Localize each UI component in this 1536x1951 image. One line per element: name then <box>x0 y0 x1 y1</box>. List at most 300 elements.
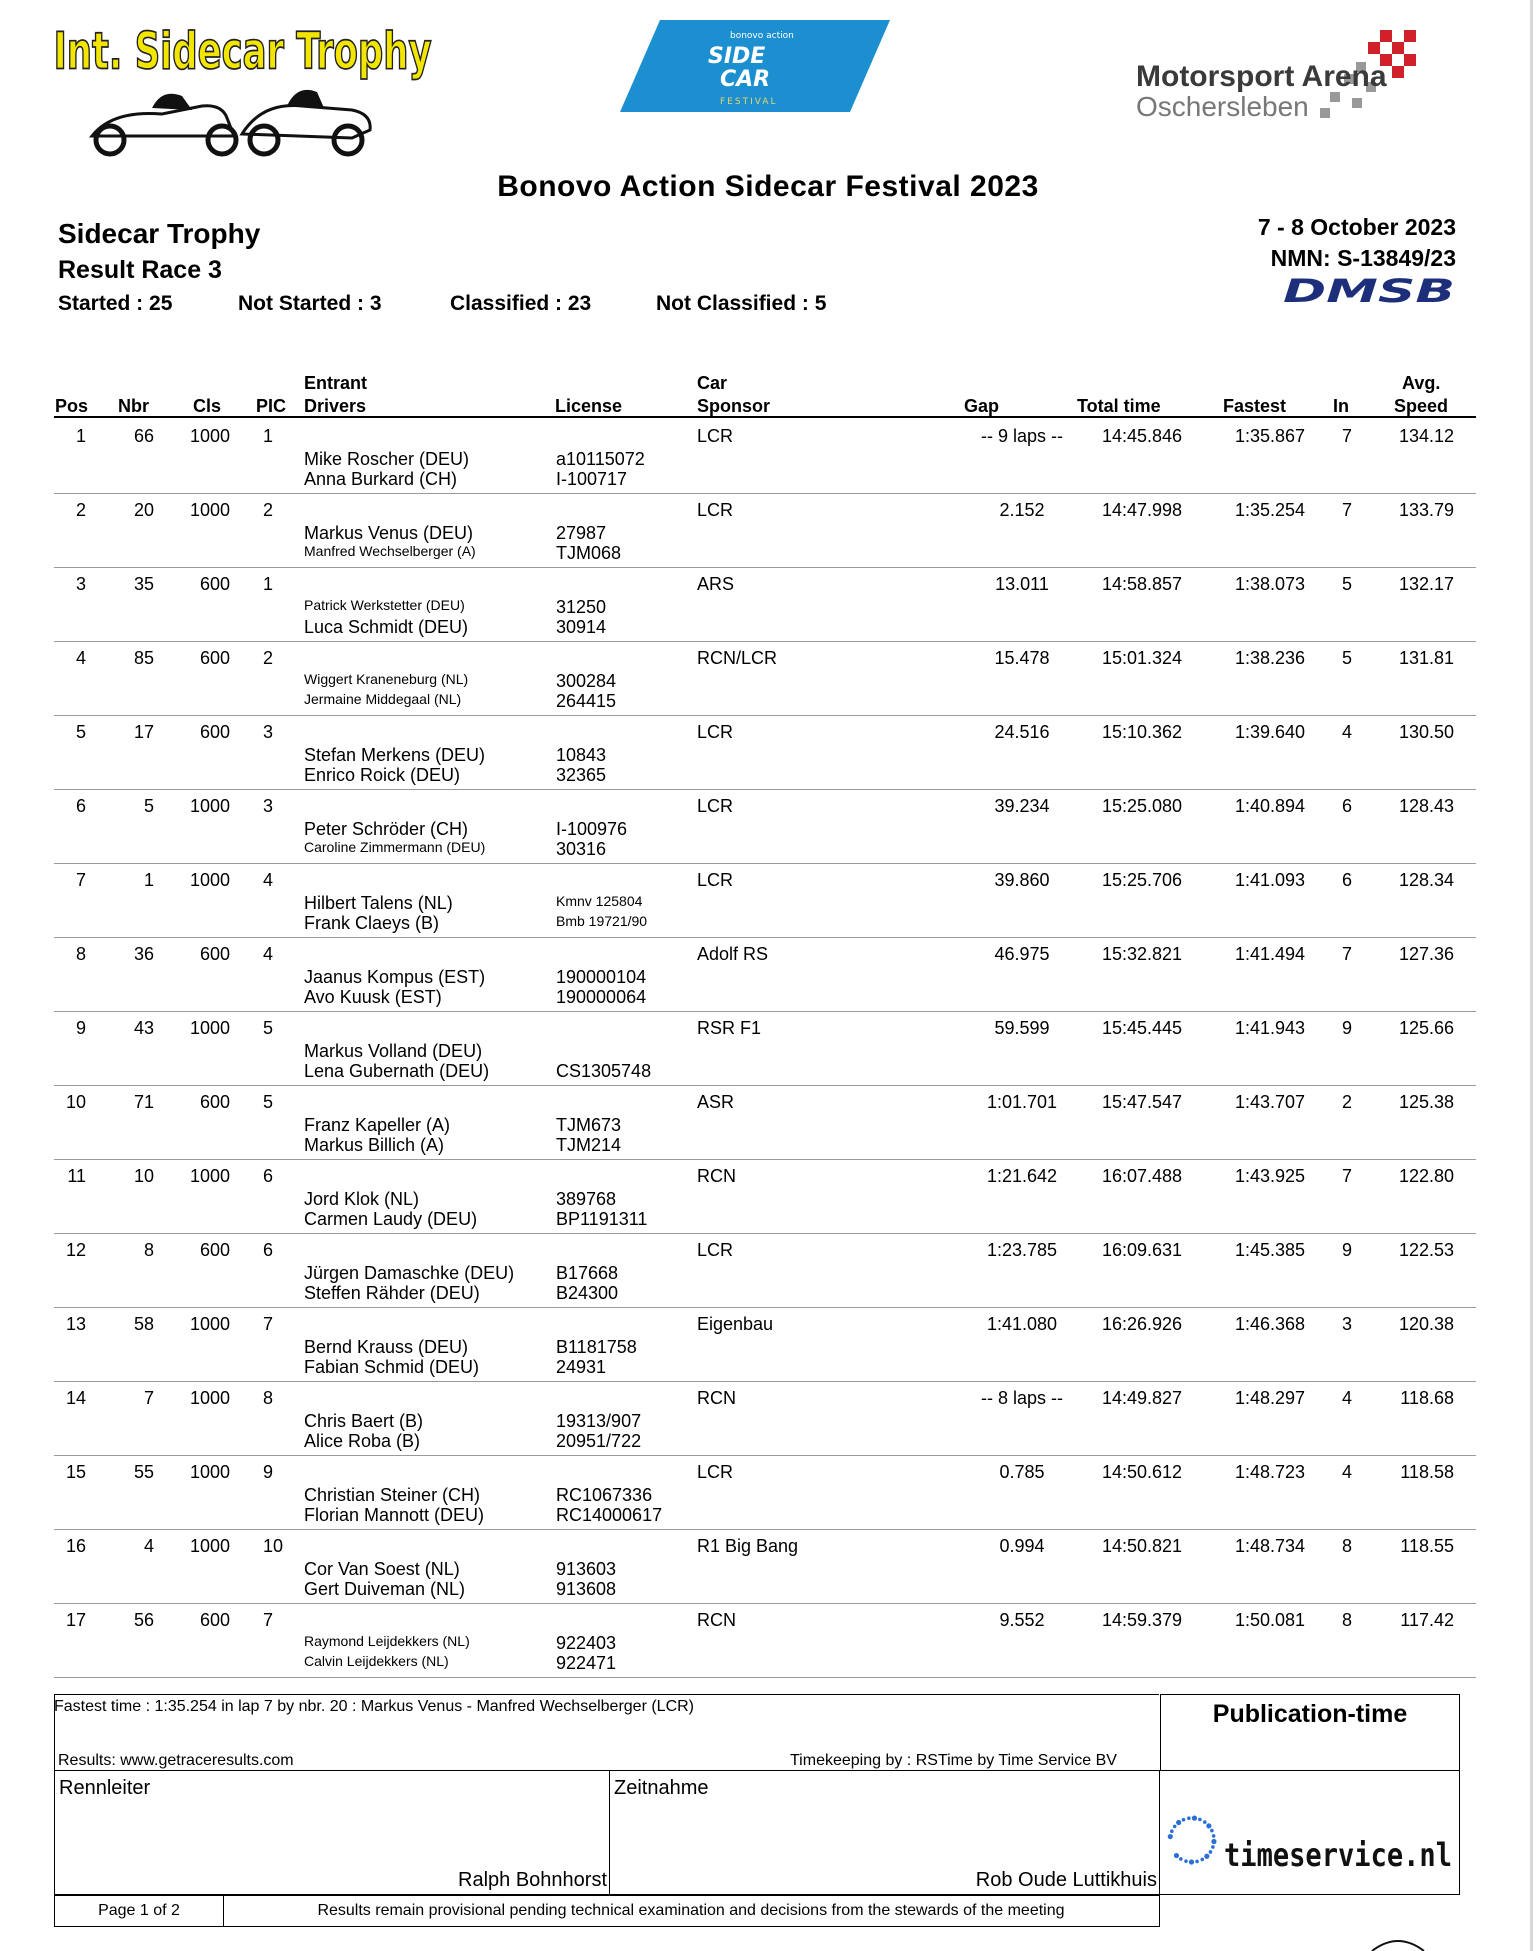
festival-main-text-2: CAR <box>720 67 771 92</box>
header-right <box>1258 212 1456 274</box>
cell-in: 4 <box>1341 1462 1352 1482</box>
cell-in: 4 <box>1341 722 1352 742</box>
cell-pic: 6 <box>263 1166 274 1186</box>
cell-gap: 1:23.785 <box>986 1240 1058 1260</box>
table-row <box>54 419 1476 494</box>
cell-pic: 4 <box>263 870 274 890</box>
cell-gap: 59.599 <box>994 1018 1050 1038</box>
zeitnahme-name: Rob Oude Luttikhuis <box>975 1869 1157 1891</box>
cell-cls: 1000 <box>189 1388 230 1408</box>
cell-driver-2: Calvin Leijdekkers (NL) <box>304 1653 449 1669</box>
provisional-notice: Results remain provisional pending technical examination and decisions from the stewards of the meeting <box>317 1902 1065 1919</box>
cell-pic: 10 <box>263 1536 284 1556</box>
cell-nbr: 7 <box>143 1388 154 1408</box>
cell-total-time: 14:45.846 <box>1101 426 1183 446</box>
cell-pos: 17 <box>65 1610 86 1630</box>
cell-pos: 7 <box>75 870 86 890</box>
cell-license-2: TJM214 <box>556 1135 622 1155</box>
cell-fastest: 1:48.723 <box>1234 1462 1306 1482</box>
cell-total-time: 15:47.547 <box>1101 1092 1183 1112</box>
cell-license-2: 922471 <box>556 1653 617 1673</box>
table-row <box>54 1307 1476 1382</box>
cell-fastest: 1:48.297 <box>1234 1388 1306 1408</box>
cell-driver-1: Stefan Merkens (DEU) <box>304 745 486 765</box>
cell-avg-speed: 118.58 <box>1400 1462 1454 1482</box>
cell-cls: 1000 <box>189 1462 230 1482</box>
cell-pos: 3 <box>75 574 86 594</box>
cell-driver-1: Mike Roscher (DEU) <box>304 449 470 469</box>
timeservice-dot <box>1209 1850 1213 1854</box>
cell-car: RCN <box>697 1166 736 1186</box>
cell-license-1: 922403 <box>556 1633 617 1653</box>
cell-avg-speed: 132.17 <box>1398 574 1454 594</box>
cell-pic: 1 <box>263 574 274 594</box>
cell-driver-2: Gert Duiveman (NL) <box>304 1579 466 1599</box>
cell-driver-2: Anna Burkard (CH) <box>304 469 458 489</box>
cell-driver-2: Frank Claeys (B) <box>304 913 440 933</box>
table-row <box>54 1085 1476 1160</box>
bottom-bar <box>54 1895 1160 1927</box>
cell-driver-1: Jürgen Damaschke (DEU) <box>304 1263 515 1283</box>
cell-license-1: B1181758 <box>556 1337 637 1357</box>
cell-license-1: a10115072 <box>556 449 645 469</box>
cell-gap: -- 9 laps -- <box>980 426 1063 446</box>
cell-car: ARS <box>697 574 735 594</box>
cell-fastest: 1:35.867 <box>1234 426 1306 446</box>
timekeeping-note: Timekeeping by : RSTime by Time Service BV <box>790 1752 1117 1769</box>
cell-gap: 15.478 <box>994 648 1050 668</box>
cell-nbr: 5 <box>143 796 154 816</box>
cell-pos: 13 <box>65 1314 86 1334</box>
cell-pic: 5 <box>263 1018 274 1038</box>
cell-avg-speed: 131.81 <box>1398 648 1454 668</box>
publication-time-label: Publication-time <box>1212 1700 1408 1728</box>
cell-license-2: 24931 <box>556 1357 607 1377</box>
cell-total-time: 14:58.857 <box>1101 574 1183 594</box>
cell-nbr: 85 <box>133 648 154 668</box>
classified-count: Classified : 23 <box>450 292 592 315</box>
cell-license-2: 913608 <box>556 1579 617 1599</box>
not-classified-count: Not Classified : 5 <box>656 292 827 315</box>
cell-fastest: 1:50.081 <box>1234 1610 1306 1630</box>
cell-gap: -- 8 laps -- <box>980 1388 1063 1408</box>
cell-driver-1: Bernd Krauss (DEU) <box>304 1337 469 1357</box>
event-date: 7 - 8 October 2023 <box>1257 214 1456 240</box>
table-row <box>54 937 1476 1012</box>
cell-fastest: 1:48.734 <box>1234 1536 1306 1556</box>
cell-in: 6 <box>1341 796 1352 816</box>
table-row <box>54 1381 1476 1456</box>
timeservice-dot <box>1198 1818 1202 1822</box>
cell-gap: 1:01.701 <box>986 1092 1058 1112</box>
table-row <box>54 567 1476 642</box>
table-row <box>54 493 1476 568</box>
cell-cls: 600 <box>199 722 230 742</box>
int-sidecar-trophy-logo <box>52 18 432 158</box>
cell-nbr: 55 <box>133 1462 154 1482</box>
cell-driver-2: Luca Schmidt (DEU) <box>304 617 469 637</box>
cell-in: 8 <box>1341 1610 1352 1630</box>
timeservice-dot <box>1173 1825 1177 1829</box>
cell-in: 3 <box>1341 1314 1352 1334</box>
cell-gap: 39.234 <box>994 796 1050 816</box>
cell-fastest: 1:45.385 <box>1234 1240 1306 1260</box>
fastest-time-note: Fastest time : 1:35.254 in lap 7 by nbr. 20 : Markus Venus - Manfred Wechselberger (LCR) <box>54 1698 695 1715</box>
zeitnahme-label: Zeitnahme <box>614 1777 709 1799</box>
timeservice-dot <box>1184 1859 1188 1863</box>
cell-total-time: 16:26.926 <box>1101 1314 1183 1334</box>
header-left <box>58 216 260 288</box>
cell-nbr: 8 <box>143 1240 154 1260</box>
cell-pic: 3 <box>263 796 274 816</box>
cell-cls: 1000 <box>189 870 230 890</box>
cell-fastest: 1:43.707 <box>1234 1092 1306 1112</box>
cell-total-time: 15:25.080 <box>1101 796 1183 816</box>
cell-driver-1: Chris Baert (B) <box>304 1411 424 1431</box>
cell-fastest: 1:39.640 <box>1234 722 1306 742</box>
cell-license-1: I-100976 <box>556 819 628 839</box>
cell-license-2: 264415 <box>556 691 617 711</box>
cell-total-time: 16:09.631 <box>1101 1240 1183 1260</box>
dmsb-logo <box>1283 272 1458 310</box>
cell-fastest: 1:46.368 <box>1234 1314 1306 1334</box>
table-row <box>54 1603 1476 1678</box>
cell-avg-speed: 134.12 <box>1398 426 1454 446</box>
cell-avg-speed: 128.34 <box>1398 870 1454 890</box>
cell-pos: 15 <box>65 1462 86 1482</box>
table-row <box>54 1159 1476 1234</box>
timeservice-logo-text: timeservice.nl <box>1224 1836 1452 1874</box>
cell-driver-1: Jord Klok (NL) <box>304 1189 420 1209</box>
cell-pos: 1 <box>75 426 86 446</box>
cell-license-1: RC1067336 <box>556 1485 653 1505</box>
timeservice-dot <box>1168 1834 1173 1839</box>
cell-car: LCR <box>697 426 734 446</box>
timeservice-dot <box>1204 1854 1209 1859</box>
cell-driver-1: Franz Kapeller (A) <box>304 1115 451 1135</box>
cell-fastest: 1:41.494 <box>1234 944 1306 964</box>
table-row <box>54 789 1476 864</box>
cell-driver-1: Raymond Leijdekkers (NL) <box>304 1633 470 1649</box>
cell-gap: 46.975 <box>994 944 1050 964</box>
results-url[interactable]: Results: www.getraceresults.com <box>58 1752 294 1769</box>
cell-avg-speed: 128.43 <box>1398 796 1454 816</box>
cell-in: 5 <box>1341 574 1352 594</box>
cell-nbr: 71 <box>133 1092 154 1112</box>
cell-license-1: TJM673 <box>556 1115 622 1135</box>
cell-pic: 3 <box>263 722 274 742</box>
cell-car: RCN/LCR <box>697 648 778 668</box>
trophy-logo-text: Int. Sidecar Trophy <box>53 21 432 81</box>
timeservice-dot <box>1211 1845 1215 1849</box>
cell-pic: 1 <box>263 426 274 446</box>
cell-avg-speed: 117.42 <box>1400 1610 1454 1630</box>
cell-license-1: B17668 <box>556 1263 619 1283</box>
cell-gap: 0.994 <box>999 1536 1045 1556</box>
cell-car: LCR <box>697 870 734 890</box>
cell-in: 5 <box>1341 648 1352 668</box>
cell-car: RCN <box>697 1610 736 1630</box>
col-entrant: Entrant <box>304 373 367 393</box>
cell-license-2: 190000064 <box>556 987 647 1007</box>
cell-pos: 11 <box>67 1166 86 1186</box>
cell-driver-1: Cor Van Soest (NL) <box>304 1559 460 1579</box>
col-total-time: Total time <box>1077 396 1161 416</box>
cell-license-2: 32365 <box>556 765 607 785</box>
cell-total-time: 14:47.998 <box>1101 500 1183 520</box>
cell-pos: 4 <box>75 648 86 668</box>
cell-license-1: 389768 <box>556 1189 617 1209</box>
festival-sub-text: FESTIVAL <box>720 97 778 107</box>
cell-car: LCR <box>697 796 734 816</box>
timeservice-dot <box>1206 1823 1211 1828</box>
dmsb-logo-text: DMSB <box>1283 272 1455 310</box>
arena-main-text: Motorsport Arena <box>1136 60 1387 93</box>
page-number: Page 1 of 2 <box>55 1896 224 1926</box>
timeservice-dot <box>1170 1829 1174 1833</box>
cell-nbr: 36 <box>133 944 154 964</box>
cell-fastest: 1:38.236 <box>1234 648 1306 668</box>
event-title: Bonovo Action Sidecar Festival 2023 <box>497 170 1039 203</box>
table-row <box>54 1233 1476 1308</box>
cell-avg-speed: 118.68 <box>1400 1388 1454 1408</box>
timeservice-dot <box>1200 1858 1204 1862</box>
cell-pos: 8 <box>75 944 86 964</box>
col-avg: Avg. <box>1402 373 1441 393</box>
cell-pic: 8 <box>263 1388 274 1408</box>
cell-avg-speed: 122.80 <box>1398 1166 1454 1186</box>
cell-in: 8 <box>1341 1536 1352 1556</box>
cell-driver-2: Lena Gubernath (DEU) <box>304 1061 490 1081</box>
cell-gap: 9.552 <box>999 1610 1045 1630</box>
timeservice-dot <box>1195 1860 1199 1864</box>
cell-license-1: 10843 <box>556 745 607 765</box>
cell-cls: 600 <box>199 1092 230 1112</box>
col-fastest: Fastest <box>1223 396 1287 416</box>
cell-pos: 12 <box>65 1240 86 1260</box>
cell-pos: 10 <box>65 1092 86 1112</box>
cell-driver-2: Fabian Schmid (DEU) <box>304 1357 480 1377</box>
cell-license-1: 31250 <box>556 597 607 617</box>
cell-avg-speed: 125.66 <box>1398 1018 1454 1038</box>
timeservice-dot <box>1210 1829 1214 1833</box>
cell-cls: 1000 <box>189 1166 230 1186</box>
cell-driver-2: Alice Roba (B) <box>304 1431 421 1451</box>
cell-fastest: 1:41.093 <box>1234 870 1306 890</box>
cell-license-1: Kmnv 125804 <box>556 893 643 909</box>
table-row <box>54 1011 1476 1086</box>
timeservice-dot <box>1211 1839 1216 1844</box>
cell-cls: 600 <box>199 1610 230 1630</box>
timeservice-dot <box>1182 1818 1186 1822</box>
rennleiter-box <box>54 1770 610 1895</box>
series-name: Sidecar Trophy <box>58 218 261 249</box>
timeservice-dot <box>1203 1820 1207 1824</box>
result-title: Result Race 3 <box>58 256 222 284</box>
cell-driver-2: Markus Billich (A) <box>304 1135 445 1155</box>
cell-gap: 39.860 <box>994 870 1050 890</box>
cell-cls: 1000 <box>189 796 230 816</box>
cell-cls: 600 <box>199 648 230 668</box>
cell-fastest: 1:38.073 <box>1234 574 1306 594</box>
cell-gap: 13.011 <box>995 574 1049 594</box>
header-rule <box>54 416 1476 418</box>
cell-total-time: 15:45.445 <box>1101 1018 1183 1038</box>
cell-avg-speed: 120.38 <box>1398 1314 1454 1334</box>
motorsport-arena-logo <box>1130 22 1430 132</box>
cell-license-1: 190000104 <box>556 967 647 987</box>
cell-driver-1: Jaanus Kompus (EST) <box>304 967 486 987</box>
timeservice-dot <box>1192 1816 1197 1821</box>
cell-gap: 0.785 <box>999 1462 1045 1482</box>
timeservice-dot <box>1174 1853 1179 1858</box>
col-car: Car <box>697 373 728 393</box>
cell-license-1: 913603 <box>556 1559 617 1579</box>
cell-fastest: 1:35.254 <box>1234 500 1306 520</box>
started-count: Started : 25 <box>58 292 173 315</box>
cell-pos: 9 <box>75 1018 86 1038</box>
cell-total-time: 14:50.612 <box>1101 1462 1183 1482</box>
cell-total-time: 14:59.379 <box>1101 1610 1183 1630</box>
cell-car: ASR <box>697 1092 735 1112</box>
seal-stamp <box>1368 1937 1428 1951</box>
cell-driver-1: Patrick Werkstetter (DEU) <box>304 597 465 613</box>
cell-gap: 1:21.642 <box>986 1166 1058 1186</box>
cell-driver-2: Avo Kuusk (EST) <box>304 987 442 1007</box>
cell-driver-2: Manfred Wechselberger (A) <box>304 543 476 559</box>
cell-pic: 2 <box>263 648 274 668</box>
cell-avg-speed: 118.55 <box>1400 1536 1454 1556</box>
cell-car: RSR F1 <box>697 1018 762 1038</box>
cell-license-1: 300284 <box>556 671 617 691</box>
cell-cls: 1000 <box>189 1536 230 1556</box>
col-drivers: Drivers <box>304 396 367 416</box>
cell-car: LCR <box>697 1240 734 1260</box>
table-row <box>54 1529 1476 1604</box>
cell-license-2: 30914 <box>556 617 607 637</box>
cell-car: Eigenbau <box>697 1314 774 1334</box>
cell-license-2: 20951/722 <box>556 1431 642 1451</box>
cell-total-time: 14:50.821 <box>1101 1536 1183 1556</box>
rennleiter-name: Ralph Bohnhorst <box>458 1869 607 1891</box>
nmn-number: NMN: S-13849/23 <box>1270 245 1456 271</box>
cell-car: RCN <box>697 1388 736 1408</box>
cell-pos: 5 <box>75 722 86 742</box>
cell-license-2: BP1191311 <box>556 1209 648 1229</box>
col-in: In <box>1333 396 1349 416</box>
col-nbr: Nbr <box>118 396 149 416</box>
col-sponsor: Sponsor <box>697 396 771 416</box>
cell-nbr: 20 <box>133 500 154 520</box>
cell-total-time: 15:10.362 <box>1101 722 1183 742</box>
not-started-count: Not Started : 3 <box>238 292 382 315</box>
cell-pic: 4 <box>263 944 274 964</box>
cell-cls: 1000 <box>189 1314 230 1334</box>
cell-pos: 2 <box>75 500 86 520</box>
cell-pos: 14 <box>65 1388 86 1408</box>
cell-avg-speed: 130.50 <box>1398 722 1454 742</box>
cell-in: 9 <box>1341 1240 1352 1260</box>
cell-license-2: B24300 <box>556 1283 619 1303</box>
timeservice-logo <box>1162 1800 1458 1896</box>
cell-avg-speed: 133.79 <box>1398 500 1454 520</box>
cell-in: 7 <box>1341 500 1352 520</box>
cell-total-time: 16:07.488 <box>1101 1166 1183 1186</box>
cell-fastest: 1:43.925 <box>1234 1166 1306 1186</box>
timeservice-dot <box>1187 1816 1191 1820</box>
col-pos: Pos <box>55 396 89 416</box>
festival-main-text-1: SIDE <box>708 44 766 69</box>
cell-gap: 24.516 <box>994 722 1050 742</box>
cell-nbr: 1 <box>143 870 154 890</box>
cell-license-2: CS1305748 <box>556 1061 652 1081</box>
cell-driver-1: Christian Steiner (CH) <box>304 1485 481 1505</box>
cell-cls: 1000 <box>189 500 230 520</box>
cell-cls: 1000 <box>189 426 230 446</box>
cell-cls: 1000 <box>189 1018 230 1038</box>
table-row <box>54 641 1476 716</box>
cell-in: 7 <box>1341 1166 1352 1186</box>
rennleiter-label: Rennleiter <box>59 1777 151 1799</box>
cell-license-2: RC14000617 <box>556 1505 663 1525</box>
col-speed: Speed <box>1394 396 1449 416</box>
cell-pic: 9 <box>263 1462 274 1482</box>
cell-car: LCR <box>697 500 734 520</box>
cell-pic: 7 <box>263 1610 274 1630</box>
cell-license-1: 27987 <box>556 523 607 543</box>
cell-avg-speed: 122.53 <box>1398 1240 1454 1260</box>
cell-fastest: 1:41.943 <box>1234 1018 1306 1038</box>
cell-total-time: 15:32.821 <box>1101 944 1183 964</box>
cell-driver-1: Wiggert Kraneneburg (NL) <box>304 671 469 687</box>
cell-pic: 5 <box>263 1092 274 1112</box>
cell-cls: 600 <box>199 1240 230 1260</box>
arena-sub-text: Oschersleben <box>1136 91 1309 122</box>
cell-avg-speed: 125.38 <box>1398 1092 1454 1112</box>
cell-fastest: 1:40.894 <box>1234 796 1306 816</box>
cell-cls: 600 <box>199 944 230 964</box>
col-pic: PIC <box>256 396 287 416</box>
cell-gap: 1:41.080 <box>986 1314 1058 1334</box>
cell-in: 7 <box>1341 426 1352 446</box>
cell-nbr: 66 <box>133 426 154 446</box>
zeitnahme-box <box>609 1770 1160 1895</box>
cell-driver-2: Steffen Rähder (DEU) <box>304 1283 480 1303</box>
cell-pos: 6 <box>75 796 86 816</box>
cell-license-2: Bmb 19721/90 <box>556 913 648 929</box>
cell-license-2: I-100717 <box>556 469 628 489</box>
entry-counts <box>58 292 826 316</box>
cell-in: 9 <box>1341 1018 1352 1038</box>
cell-nbr: 56 <box>133 1610 154 1630</box>
cell-driver-2: Enrico Roick (DEU) <box>304 765 461 785</box>
cell-car: R1 Big Bang <box>697 1536 799 1556</box>
cell-license-2: 30316 <box>556 839 607 859</box>
cell-car: LCR <box>697 722 734 742</box>
cell-cls: 600 <box>199 574 230 594</box>
cell-nbr: 4 <box>143 1536 154 1556</box>
cell-driver-1: Markus Volland (DEU) <box>304 1041 483 1061</box>
cell-license-2: TJM068 <box>556 543 622 563</box>
col-gap: Gap <box>964 396 1000 416</box>
cell-in: 7 <box>1341 944 1352 964</box>
cell-nbr: 43 <box>133 1018 154 1038</box>
timeservice-dot <box>1179 1857 1183 1861</box>
cell-driver-1: Markus Venus (DEU) <box>304 523 474 543</box>
cell-nbr: 10 <box>133 1166 154 1186</box>
table-row <box>54 1455 1476 1530</box>
cell-license-1: 19313/907 <box>556 1411 642 1431</box>
